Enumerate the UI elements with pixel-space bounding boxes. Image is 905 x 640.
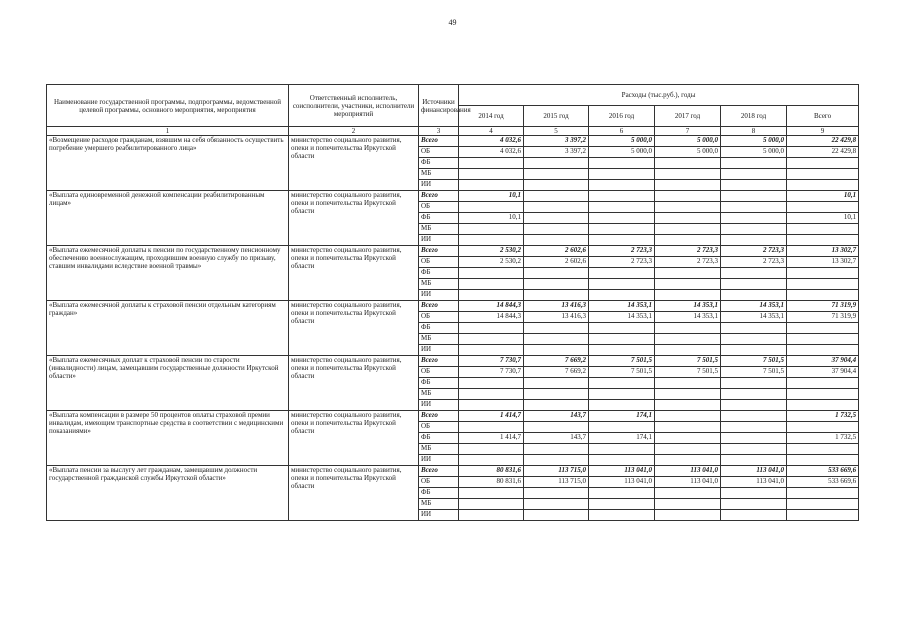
source-cell: ИИ — [419, 400, 459, 411]
value-cell — [655, 180, 721, 191]
value-cell: 7 501,5 — [721, 356, 787, 367]
page-number: 49 — [448, 18, 457, 27]
value-cell — [721, 433, 787, 444]
value-cell — [721, 444, 787, 455]
value-cell: 7 501,5 — [655, 367, 721, 378]
value-cell — [655, 158, 721, 169]
value-cell — [787, 279, 859, 290]
source-cell: МБ — [419, 389, 459, 400]
value-cell — [787, 224, 859, 235]
value-cell — [721, 268, 787, 279]
value-cell — [787, 378, 859, 389]
source-cell: МБ — [419, 334, 459, 345]
value-cell: 174,1 — [589, 411, 655, 422]
value-cell: 1 414,7 — [459, 433, 524, 444]
column-number: 1 — [47, 127, 289, 136]
value-cell: 10,1 — [459, 191, 524, 202]
value-cell: 174,1 — [589, 433, 655, 444]
value-cell — [721, 191, 787, 202]
value-cell — [589, 235, 655, 246]
value-cell — [787, 169, 859, 180]
value-cell — [589, 444, 655, 455]
value-cell — [787, 334, 859, 345]
source-cell: ИИ — [419, 235, 459, 246]
value-cell: 1 732,5 — [787, 433, 859, 444]
value-cell — [524, 323, 589, 334]
source-cell: МБ — [419, 169, 459, 180]
source-cell: ОБ — [419, 367, 459, 378]
source-cell: ИИ — [419, 510, 459, 521]
value-cell — [721, 202, 787, 213]
value-cell: 533 669,6 — [787, 466, 859, 477]
value-cell — [655, 268, 721, 279]
value-cell: 113 041,0 — [589, 466, 655, 477]
value-cell: 7 730,7 — [459, 356, 524, 367]
value-cell: 7 669,2 — [524, 367, 589, 378]
value-cell: 5 000,0 — [655, 136, 721, 147]
value-cell — [589, 488, 655, 499]
value-cell: 14 353,1 — [655, 312, 721, 323]
value-cell — [787, 345, 859, 356]
value-cell — [787, 400, 859, 411]
value-cell: 80 831,6 — [459, 466, 524, 477]
value-cell — [655, 499, 721, 510]
value-cell: 22 429,8 — [787, 147, 859, 158]
value-cell: 4 032,6 — [459, 147, 524, 158]
value-cell: 37 904,4 — [787, 356, 859, 367]
value-cell: 22 429,8 — [787, 136, 859, 147]
value-cell: 5 000,0 — [589, 136, 655, 147]
value-cell — [589, 323, 655, 334]
value-cell — [721, 488, 787, 499]
value-cell — [589, 158, 655, 169]
value-cell — [721, 224, 787, 235]
value-cell — [721, 290, 787, 301]
source-cell: ОБ — [419, 312, 459, 323]
value-cell — [721, 279, 787, 290]
header-program: Наименование государственной программы, подпрограммы, ведомственной целевой программы, основного мероприятия, мероприятия — [47, 85, 289, 127]
value-cell — [589, 334, 655, 345]
value-cell — [655, 411, 721, 422]
value-cell — [524, 455, 589, 466]
value-cell: 113 715,0 — [524, 466, 589, 477]
value-cell: 2 723,3 — [589, 246, 655, 257]
column-number: 7 — [655, 127, 721, 136]
value-cell: 7 501,5 — [655, 356, 721, 367]
value-cell — [721, 334, 787, 345]
value-cell — [459, 235, 524, 246]
value-cell: 113 041,0 — [589, 477, 655, 488]
value-cell — [655, 169, 721, 180]
source-cell: ИИ — [419, 290, 459, 301]
value-cell — [459, 389, 524, 400]
value-cell — [655, 488, 721, 499]
value-cell — [589, 268, 655, 279]
source-cell: ФБ — [419, 268, 459, 279]
value-cell: 5 000,0 — [721, 136, 787, 147]
value-cell — [787, 422, 859, 433]
measure-title: «Выплата единовременной денежной компенсации реабилитированным лицам» — [47, 191, 289, 246]
value-cell — [655, 202, 721, 213]
table-row — [47, 466, 859, 477]
source-cell: ФБ — [419, 213, 459, 224]
source-cell: ИИ — [419, 180, 459, 191]
value-cell — [787, 202, 859, 213]
value-cell — [524, 279, 589, 290]
value-cell — [721, 158, 787, 169]
value-cell — [655, 213, 721, 224]
value-cell — [655, 455, 721, 466]
value-cell: 37 904,4 — [787, 367, 859, 378]
value-cell — [787, 180, 859, 191]
responsible-executor: министерство социального развития, опеки и попечительства Иркутской области — [289, 246, 419, 301]
header-sources: Источники финансирования — [419, 85, 459, 127]
responsible-executor: министерство социального развития, опеки и попечительства Иркутской области — [289, 411, 419, 466]
source-cell: МБ — [419, 279, 459, 290]
source-cell: Всего — [419, 301, 459, 312]
value-cell — [589, 191, 655, 202]
value-cell — [655, 334, 721, 345]
table-row — [47, 411, 859, 422]
value-cell — [589, 279, 655, 290]
table-row — [47, 246, 859, 257]
value-cell — [721, 455, 787, 466]
column-number: 5 — [524, 127, 589, 136]
source-cell: ОБ — [419, 147, 459, 158]
value-cell — [721, 400, 787, 411]
column-number: 8 — [721, 127, 787, 136]
value-cell — [655, 345, 721, 356]
value-cell — [459, 444, 524, 455]
value-cell — [459, 202, 524, 213]
value-cell: 7 730,7 — [459, 367, 524, 378]
value-cell — [589, 378, 655, 389]
value-cell — [524, 290, 589, 301]
value-cell: 5 000,0 — [589, 147, 655, 158]
value-cell — [787, 290, 859, 301]
value-cell: 2 530,2 — [459, 257, 524, 268]
value-cell — [721, 213, 787, 224]
value-cell — [459, 510, 524, 521]
value-cell — [655, 224, 721, 235]
value-cell: 113 041,0 — [655, 466, 721, 477]
value-cell: 3 397,2 — [524, 136, 589, 147]
value-cell: 2 602,6 — [524, 257, 589, 268]
value-cell: 71 319,9 — [787, 301, 859, 312]
value-cell — [459, 290, 524, 301]
value-cell — [524, 389, 589, 400]
measure-title: «Выплата ежемесячных доплат к страховой пенсии по старости (инвалидности) лицам, замещавшим государственные должности Иркутской области» — [47, 356, 289, 411]
value-cell — [459, 334, 524, 345]
value-cell: 13 416,3 — [524, 301, 589, 312]
source-cell: Всего — [419, 246, 459, 257]
value-cell: 10,1 — [459, 213, 524, 224]
responsible-executor: министерство социального развития, опеки и попечительства Иркутской области — [289, 191, 419, 246]
table-row — [47, 356, 859, 367]
measure-title: «Возмещение расходов гражданам, взявшим на себя обязанность осуществить погребение умершего реабилитированного лица» — [47, 136, 289, 191]
value-cell — [524, 488, 589, 499]
value-cell — [721, 378, 787, 389]
value-cell — [655, 235, 721, 246]
value-cell: 13 416,3 — [524, 312, 589, 323]
source-cell: Всего — [419, 191, 459, 202]
value-cell — [459, 488, 524, 499]
table-row — [47, 136, 859, 147]
measure-title: «Выплата ежемесячной доплаты к страховой пенсии отдельным категориям граждан» — [47, 301, 289, 356]
header-year-2016: 2016 год — [589, 106, 655, 127]
value-cell: 113 041,0 — [655, 477, 721, 488]
value-cell — [524, 345, 589, 356]
value-cell: 14 844,3 — [459, 312, 524, 323]
value-cell — [524, 268, 589, 279]
value-cell: 14 353,1 — [589, 312, 655, 323]
source-cell: ОБ — [419, 477, 459, 488]
value-cell: 7 501,5 — [721, 367, 787, 378]
value-cell — [787, 510, 859, 521]
value-cell — [787, 268, 859, 279]
source-cell: Всего — [419, 356, 459, 367]
source-cell: МБ — [419, 444, 459, 455]
value-cell — [721, 323, 787, 334]
value-cell: 14 353,1 — [655, 301, 721, 312]
responsible-executor: министерство социального развития, опеки и попечительства Иркутской области — [289, 136, 419, 191]
value-cell — [589, 499, 655, 510]
header-year-2014: 2014 год — [459, 106, 524, 127]
value-cell — [524, 169, 589, 180]
value-cell: 5 000,0 — [721, 147, 787, 158]
measure-title: «Выплата ежемесячной доплаты к пенсии по государственному пенсионному обеспечению военнослужащим, проходившим военную службу по призыву, ставшим инвалидами вследствие военной травмы» — [47, 246, 289, 301]
column-number: 2 — [289, 127, 419, 136]
value-cell — [721, 411, 787, 422]
value-cell — [459, 180, 524, 191]
value-cell: 14 353,1 — [721, 301, 787, 312]
source-cell: ИИ — [419, 345, 459, 356]
value-cell — [787, 488, 859, 499]
value-cell — [721, 422, 787, 433]
value-cell — [459, 400, 524, 411]
value-cell — [655, 323, 721, 334]
value-cell — [589, 224, 655, 235]
source-cell: Всего — [419, 466, 459, 477]
value-cell: 3 397,2 — [524, 147, 589, 158]
value-cell: 4 032,6 — [459, 136, 524, 147]
value-cell: 14 353,1 — [589, 301, 655, 312]
source-cell: Всего — [419, 411, 459, 422]
value-cell — [589, 400, 655, 411]
value-cell: 10,1 — [787, 191, 859, 202]
value-cell: 2 723,3 — [655, 257, 721, 268]
value-cell — [459, 455, 524, 466]
value-cell — [787, 235, 859, 246]
value-cell — [589, 345, 655, 356]
value-cell — [787, 158, 859, 169]
value-cell: 7 669,2 — [524, 356, 589, 367]
value-cell — [721, 389, 787, 400]
value-cell — [655, 279, 721, 290]
value-cell: 2 723,3 — [589, 257, 655, 268]
value-cell: 2 723,3 — [655, 246, 721, 257]
value-cell — [459, 422, 524, 433]
header-year-2018: 2018 год — [721, 106, 787, 127]
value-cell — [655, 389, 721, 400]
value-cell — [524, 224, 589, 235]
value-cell — [655, 290, 721, 301]
header-total: Всего — [787, 106, 859, 127]
value-cell: 113 715,0 — [524, 477, 589, 488]
value-cell — [524, 400, 589, 411]
column-number: 9 — [787, 127, 859, 136]
value-cell — [524, 158, 589, 169]
value-cell — [524, 213, 589, 224]
measure-title: «Выплата компенсации в размере 50 процентов оплаты страховой премии инвалидам, имеющим транспортные средства в соответствии с медицинскими показаниями» — [47, 411, 289, 466]
value-cell: 113 041,0 — [721, 477, 787, 488]
value-cell — [589, 389, 655, 400]
value-cell: 7 501,5 — [589, 356, 655, 367]
value-cell — [721, 235, 787, 246]
value-cell: 5 000,0 — [655, 147, 721, 158]
value-cell — [589, 455, 655, 466]
value-cell — [721, 510, 787, 521]
value-cell — [589, 422, 655, 433]
value-cell — [787, 455, 859, 466]
value-cell — [524, 180, 589, 191]
column-number: 3 — [419, 127, 459, 136]
value-cell: 14 353,1 — [721, 312, 787, 323]
value-cell — [459, 169, 524, 180]
value-cell: 533 669,6 — [787, 477, 859, 488]
value-cell: 13 302,7 — [787, 257, 859, 268]
value-cell — [655, 444, 721, 455]
header-expenses: Расходы (тыс.руб.), годы — [459, 85, 859, 106]
value-cell: 2 602,6 — [524, 246, 589, 257]
value-cell — [524, 235, 589, 246]
value-cell — [655, 191, 721, 202]
value-cell: 2 723,3 — [721, 246, 787, 257]
value-cell — [524, 202, 589, 213]
source-cell: ФБ — [419, 378, 459, 389]
value-cell: 7 501,5 — [589, 367, 655, 378]
value-cell: 1 732,5 — [787, 411, 859, 422]
value-cell: 80 831,6 — [459, 477, 524, 488]
source-cell: ИИ — [419, 455, 459, 466]
source-cell: ФБ — [419, 323, 459, 334]
value-cell: 143,7 — [524, 433, 589, 444]
source-cell: ОБ — [419, 202, 459, 213]
value-cell — [459, 345, 524, 356]
value-cell: 113 041,0 — [721, 466, 787, 477]
value-cell: 143,7 — [524, 411, 589, 422]
responsible-executor: министерство социального развития, опеки и попечительства Иркутской области — [289, 301, 419, 356]
value-cell — [655, 400, 721, 411]
responsible-executor: министерство социального развития, опеки и попечительства Иркутской области — [289, 356, 419, 411]
value-cell — [524, 422, 589, 433]
value-cell — [655, 422, 721, 433]
value-cell — [589, 213, 655, 224]
value-cell — [589, 169, 655, 180]
value-cell: 14 844,3 — [459, 301, 524, 312]
measure-title: «Выплата пенсии за выслугу лет гражданам, замещавшим должности государственной гражданской службы Иркутской области» — [47, 466, 289, 521]
value-cell — [721, 180, 787, 191]
value-cell — [655, 433, 721, 444]
value-cell — [787, 444, 859, 455]
value-cell — [459, 158, 524, 169]
source-cell: МБ — [419, 499, 459, 510]
value-cell — [459, 323, 524, 334]
value-cell — [459, 378, 524, 389]
value-cell — [721, 169, 787, 180]
value-cell — [459, 279, 524, 290]
budget-table — [46, 84, 859, 521]
value-cell — [524, 378, 589, 389]
value-cell — [589, 180, 655, 191]
value-cell — [655, 378, 721, 389]
value-cell: 2 530,2 — [459, 246, 524, 257]
column-number: 4 — [459, 127, 524, 136]
table-row — [47, 191, 859, 202]
value-cell — [589, 290, 655, 301]
column-number: 6 — [589, 127, 655, 136]
value-cell — [459, 268, 524, 279]
value-cell — [459, 224, 524, 235]
value-cell — [524, 444, 589, 455]
value-cell — [524, 191, 589, 202]
value-cell — [655, 510, 721, 521]
value-cell: 71 319,9 — [787, 312, 859, 323]
value-cell: 2 723,3 — [721, 257, 787, 268]
header-responsible: Ответственный исполнитель, соисполнители, участники, исполнители мероприятий — [289, 85, 419, 127]
source-cell: ОБ — [419, 257, 459, 268]
value-cell — [524, 499, 589, 510]
table-body — [47, 136, 859, 521]
value-cell: 10,1 — [787, 213, 859, 224]
value-cell — [787, 323, 859, 334]
value-cell — [721, 345, 787, 356]
source-cell: ОБ — [419, 422, 459, 433]
header-year-2017: 2017 год — [655, 106, 721, 127]
source-cell: МБ — [419, 224, 459, 235]
value-cell — [787, 499, 859, 510]
value-cell — [721, 499, 787, 510]
value-cell: 13 302,7 — [787, 246, 859, 257]
value-cell — [589, 202, 655, 213]
value-cell: 1 414,7 — [459, 411, 524, 422]
value-cell — [589, 510, 655, 521]
table-row — [47, 301, 859, 312]
responsible-executor: министерство социального развития, опеки и попечительства Иркутской области — [289, 466, 419, 521]
value-cell — [524, 334, 589, 345]
value-cell — [524, 510, 589, 521]
source-cell: ФБ — [419, 488, 459, 499]
value-cell — [459, 499, 524, 510]
source-cell: Всего — [419, 136, 459, 147]
value-cell — [787, 389, 859, 400]
source-cell: ФБ — [419, 158, 459, 169]
header-year-2015: 2015 год — [524, 106, 589, 127]
source-cell: ФБ — [419, 433, 459, 444]
